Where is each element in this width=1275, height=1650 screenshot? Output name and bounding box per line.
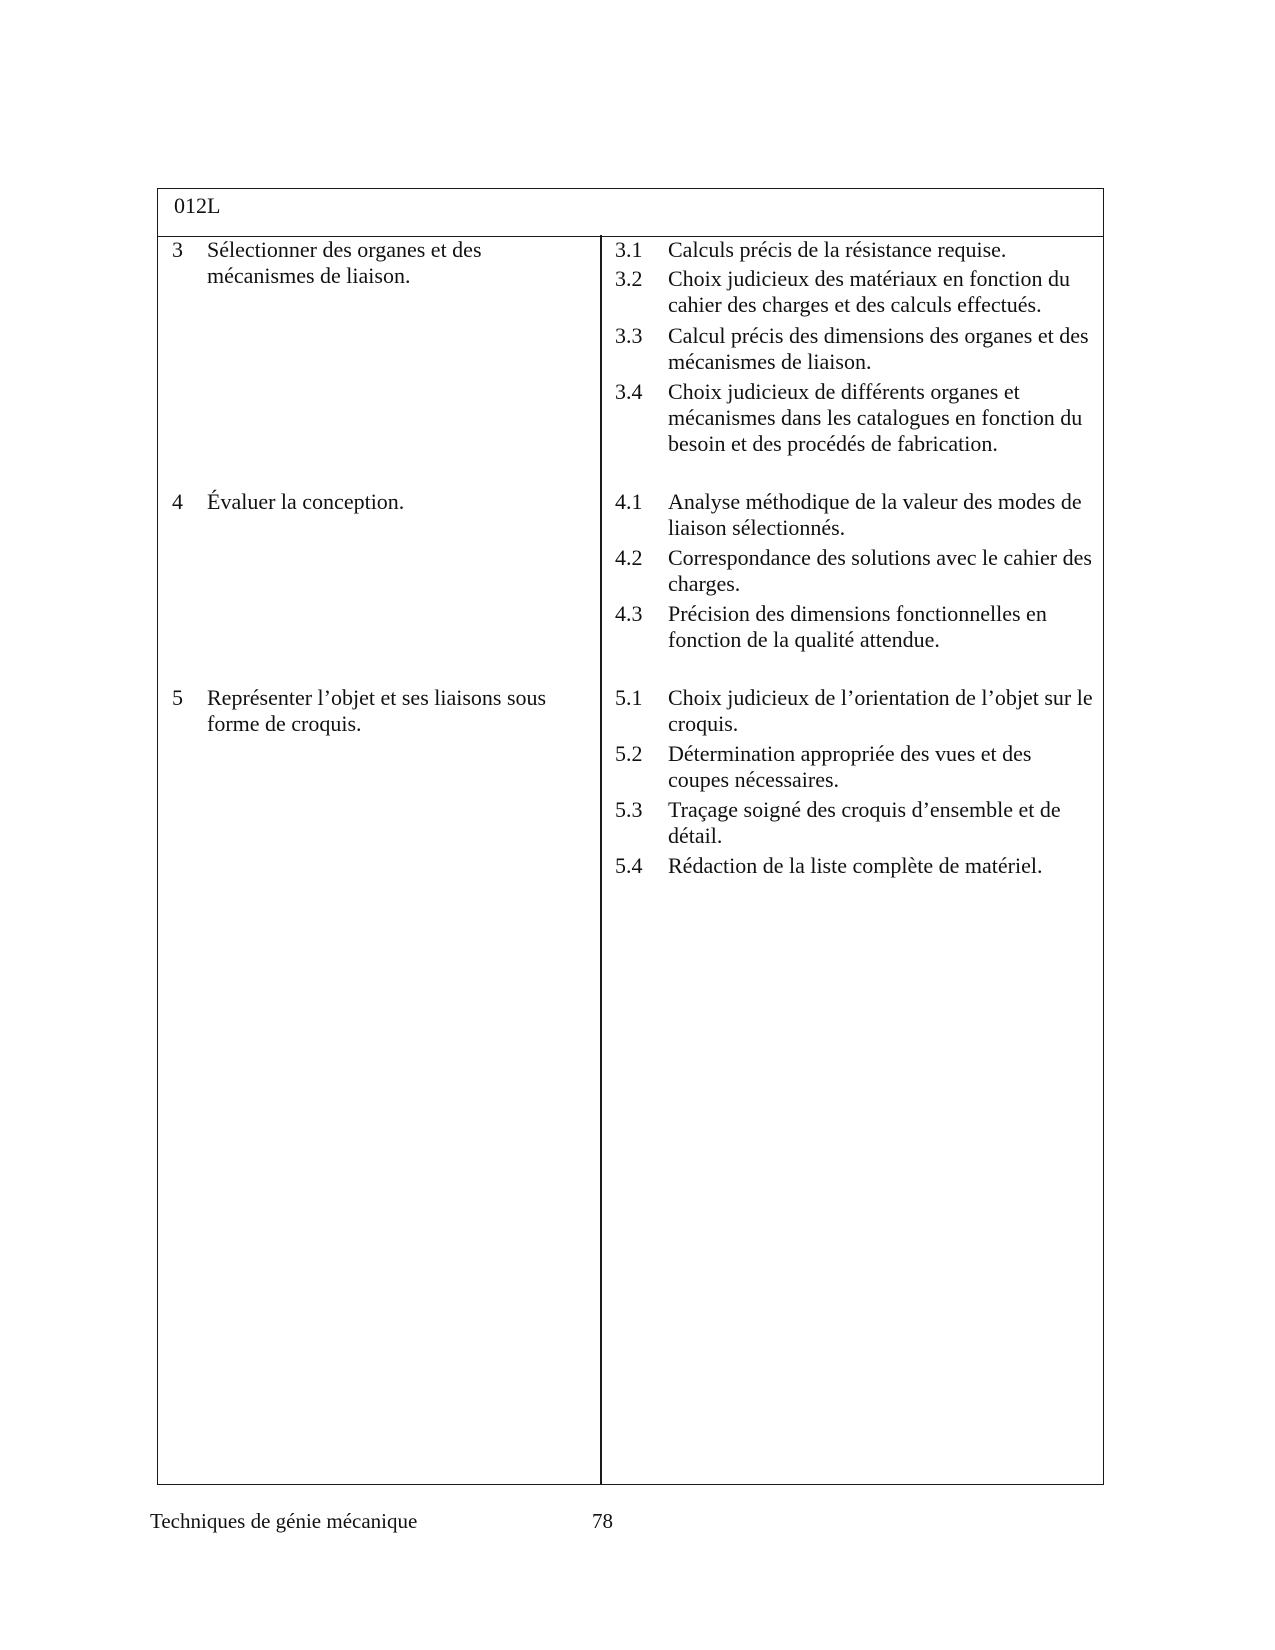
- column-divider: [600, 235, 602, 1485]
- criterion-text: Rédaction de la liste complète de matériel.: [668, 853, 1043, 878]
- criterion-text: Calculs précis de la résistance requise.: [668, 237, 1007, 262]
- criterion-number: 3.2: [615, 266, 643, 291]
- element-number: 4: [172, 489, 183, 514]
- criterion-text: Choix judicieux de différents organes et mécanismes dans les catalogues en fonction du besoin et des procédés de fabrication.: [668, 379, 1083, 456]
- criterion-text: Choix judicieux de l’orientation de l’objet sur le croquis.: [668, 685, 1093, 736]
- element-text: Représenter l’objet et ses liaisons sous forme de croquis.: [207, 685, 547, 736]
- criterion-text: Calcul précis des dimensions des organes et des mécanismes de liaison.: [668, 323, 1089, 374]
- criterion-number: 4.3: [615, 601, 643, 626]
- footer-program-title: Techniques de génie mécanique: [150, 1509, 418, 1533]
- criterion-number: 3.1: [615, 237, 643, 262]
- element-number: 5: [172, 685, 183, 710]
- criterion-number: 4.2: [615, 545, 643, 570]
- competency-code: 012L: [174, 193, 221, 218]
- criterion-number: 5.1: [615, 685, 643, 710]
- criterion-number: 3.3: [615, 323, 643, 348]
- criterion-number: 5.3: [615, 797, 643, 822]
- element-text: Évaluer la conception.: [207, 489, 405, 514]
- criterion-text: Traçage soigné des croquis d’ensemble et de détail.: [668, 797, 1061, 848]
- criterion-number: 5.4: [615, 853, 643, 878]
- criterion-text: Analyse méthodique de la valeur des modes de liaison sélectionnés.: [668, 489, 1082, 540]
- element-text: Sélectionner des organes et des mécanismes de liaison.: [207, 237, 482, 288]
- criterion-number: 3.4: [615, 379, 643, 404]
- criterion-text: Précision des dimensions fonctionnelles en fonction de la qualité attendue.: [668, 601, 1047, 652]
- competency-table: [157, 188, 1104, 1485]
- criterion-text: Correspondance des solutions avec le cahier des charges.: [668, 545, 1092, 596]
- criterion-number: 4.1: [615, 489, 643, 514]
- code-row: [158, 189, 1103, 237]
- criterion-number: 5.2: [615, 741, 643, 766]
- criterion-text: Choix judicieux des matériaux en fonction du cahier des charges et des calculs effectués.: [668, 266, 1071, 317]
- criterion-text: Détermination appropriée des vues et des coupes nécessaires.: [668, 741, 1032, 792]
- footer-page-number: 78: [592, 1509, 613, 1533]
- element-number: 3: [172, 237, 183, 262]
